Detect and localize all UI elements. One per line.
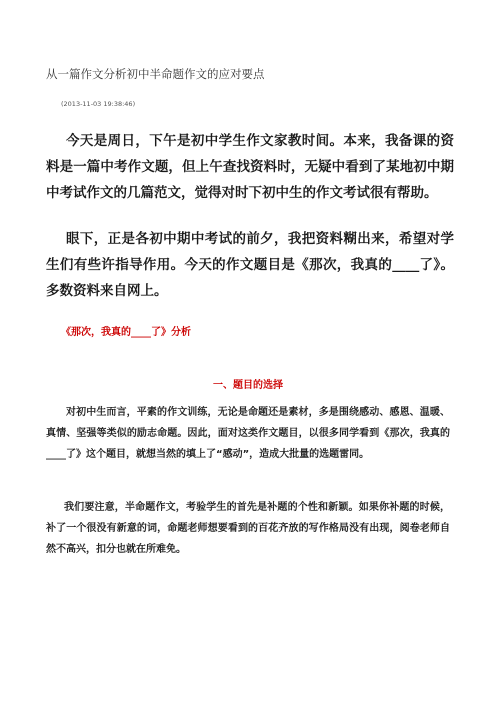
section-paragraph-2: 我们要注意，半命题作文，考验学生的首先是补题的个性和新颖。如果你补题的时候，补了一个很没有新意的词，命题老师想要看到的百花齐放的写作格局没有出现，阅卷老师自然不高兴，扣分也就在所难免。 bbox=[46, 502, 450, 555]
analysis-heading: 《那次，我真的____了》分析 bbox=[61, 327, 191, 338]
document-title: 从一篇作文分析初中半命题作文的应对要点 bbox=[46, 67, 265, 81]
intro-paragraph: 今天是周日，下午是初中学生作文家教时间。本来，我备课的资料是一篇中考作文题，但上午查找资料时，无疑中看到了某地初中期中考试作文的几篇范文，觉得对时下初中生的作文考试很有帮助。 bbox=[46, 133, 454, 201]
publish-date: (2013-11-03 19:38:46) bbox=[61, 100, 136, 108]
section-paragraph-1: 对初中生而言，平素的作文训练，无论是命题还是素材，多是围绕感动、感恩、温暖、真情、坚强等类似的励志命题。因此，面对这类作文题目，以很多同学看到《那次，我真的____了》这个题目，就想当然的填上了“感动”，造成大批量的选题雷同。 bbox=[46, 407, 450, 460]
context-paragraph: 眼下，正是各初中期中考试的前夕，我把资料糊出来，希望对学生们有些许指导作用。今天的作文题目是《那次，我真的____了》。多数资料来自网上。 bbox=[46, 231, 454, 299]
section-heading: 一、题目的选择 bbox=[213, 380, 283, 391]
